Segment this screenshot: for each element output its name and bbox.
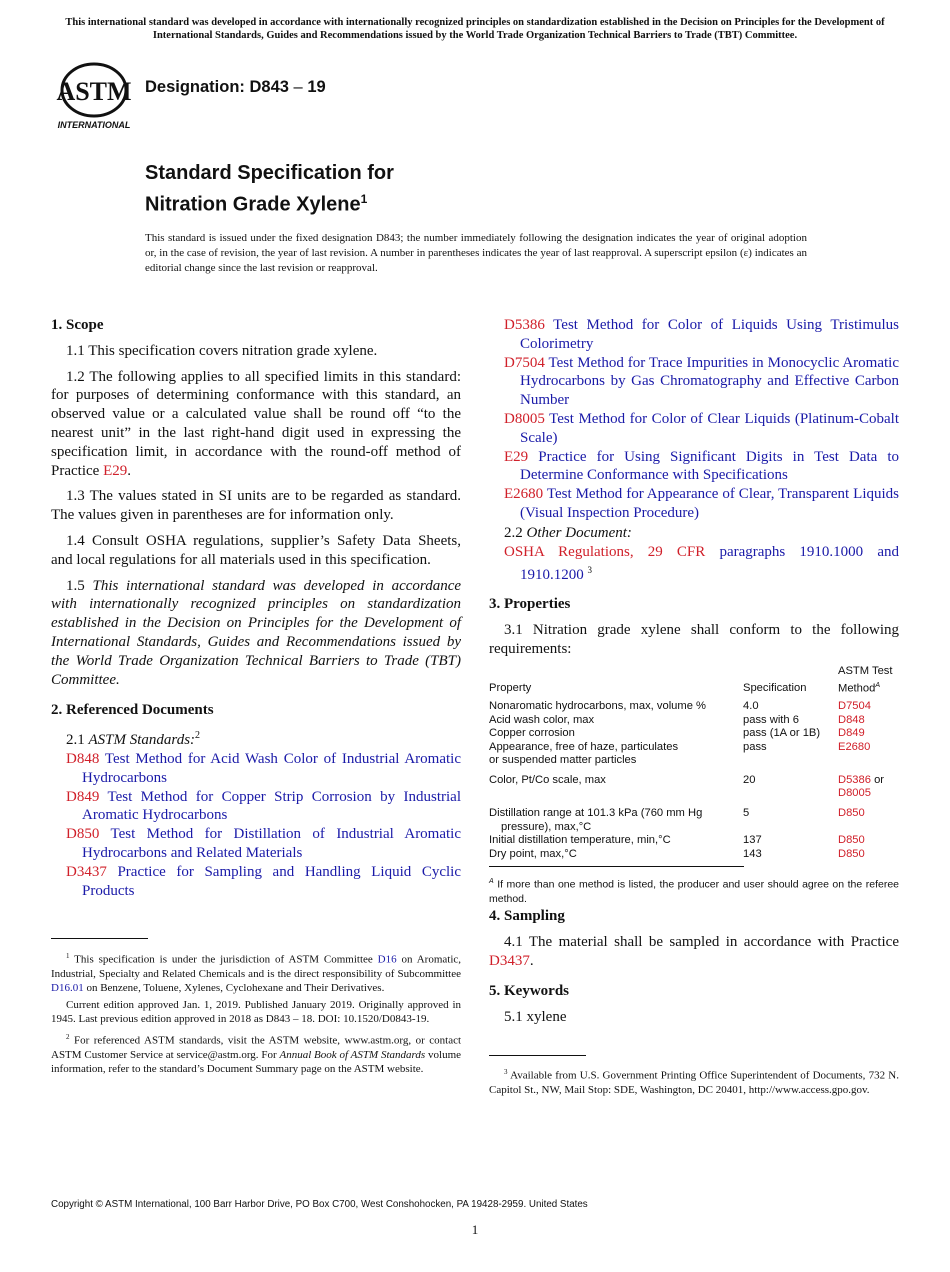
table-row: [489, 768, 899, 801]
ref-title[interactable]: Test Method for Acid Wash Color of Industrial Aromatic Hydrocarbons: [82, 750, 461, 786]
footnotes-left: [51, 949, 461, 1076]
ref-title[interactable]: Test Method for Trace Impurities in Monocyclic Aromatic Hydrocarbons by Gas Chromatography and Effective Carbon Number: [520, 354, 899, 409]
title-line-1: Standard Specification for: [145, 162, 394, 184]
section-heading-scope: 1. Scope: [51, 317, 104, 333]
astm-standards-list: [51, 750, 461, 900]
right-column-lower: [489, 907, 899, 1027]
footnote-rule-right: [489, 1055, 586, 1056]
ref-code[interactable]: D8005: [504, 410, 545, 427]
designation-label: Designation: D843: [145, 78, 289, 96]
method-cell: [838, 700, 899, 714]
title-line-2-text: Nitration Grade Xylene: [145, 193, 361, 216]
footnote-2-mark: 2: [66, 1032, 70, 1041]
page-number: 1: [471, 1222, 479, 1237]
property-cell: Copper corrosion: [489, 727, 575, 740]
ref-code[interactable]: D5386: [504, 317, 545, 333]
astm-logo: [52, 60, 136, 132]
footnote-3-mark: 3: [504, 1068, 508, 1076]
property-cell: Color, Pt/Co scale, max: [489, 773, 606, 786]
other-documents-list: [489, 543, 899, 586]
method-link[interactable]: D7504: [838, 699, 871, 712]
ref-item[interactable]: [504, 485, 899, 523]
paragraph-4-1-end: .: [529, 952, 534, 969]
spec-cell: pass (1A or 1B): [743, 727, 821, 740]
ref-code[interactable]: D849: [66, 788, 100, 805]
designation: [145, 78, 326, 97]
ref-item[interactable]: [66, 863, 461, 901]
ref-title[interactable]: Practice for Sampling and Handling Liquid Cyclic Products: [82, 863, 462, 899]
paragraph-2-1-num: 2.1: [66, 732, 85, 749]
ref-link-d3437[interactable]: D3437: [489, 952, 530, 969]
column-header-method-line-2: Method: [838, 682, 876, 695]
ref-item[interactable]: [504, 448, 899, 486]
table-row: [489, 834, 899, 848]
footnote-1-text-a: This specification is under the jurisdiction of ASTM Committee: [74, 953, 373, 966]
footnote-3-text: [489, 1065, 899, 1097]
footnote-2: [51, 1030, 461, 1076]
property-cell: Nonaromatic hydrocarbons, max, volume %: [489, 699, 707, 712]
committee-link[interactable]: D16: [377, 953, 397, 966]
title-line-2: [145, 186, 394, 218]
section-heading-properties: 3. Properties: [489, 596, 571, 613]
paragraph-2-2: [489, 524, 899, 543]
paragraph-3-1: 3.1 Nitration grade xylene shall conform to the following requirements:: [489, 621, 899, 657]
column-header-specification: Specification: [743, 682, 807, 695]
properties-table-wrapper: [489, 665, 899, 906]
table-row: [489, 801, 899, 834]
paragraph-1-1: 1.1 This specification covers nitration grade xylene.: [66, 342, 378, 359]
method-link[interactable]: D850: [838, 847, 865, 860]
ref-title[interactable]: Test Method for Color of Clear Liquids (Platinum-Cobalt Scale): [520, 410, 899, 446]
ref-title[interactable]: Test Method for Appearance of Clear, Transparent Liquids (Visual Inspection Procedure): [520, 486, 900, 521]
paragraph-1-2: [51, 368, 461, 481]
section-heading-referenced-documents: 2. Referenced Documents: [51, 702, 214, 719]
spec-cell: 143: [743, 847, 762, 860]
column-header-property: Property: [489, 682, 532, 695]
ref-code[interactable]: E29: [504, 448, 529, 465]
table-row: [489, 700, 899, 714]
method-link[interactable]: D850: [838, 807, 865, 820]
astm-standards-list-continued: [489, 316, 899, 523]
footnote-1-text-b: on Aromatic, Industrial, Specialty and Related Chemicals and is the direct responsibility of Subcommittee: [51, 953, 462, 980]
table-footnote-text: If more than one method is listed, the producer and user should agree on the referee method.: [489, 878, 900, 905]
ref-code[interactable]: D3437: [66, 863, 107, 880]
footnote-rule-left: [51, 938, 148, 939]
table-header-row: [489, 665, 899, 700]
paragraph-1-2-text: 1.2 The following applies to all specified limits in this standard: for purposes of determining conformance with this standard, an observed value or a calculated value shall be round off “to the nearest unit” in the last right-hand digit used in expressing the specification limit, in accordance with the round-off method of Practice: [51, 368, 461, 479]
footnote-1-text-c: on Benzene, Toluene, Xylenes, Cyclohexane and Their Derivatives.: [86, 982, 385, 995]
paragraph-2-2-text: Other Document:: [526, 524, 632, 541]
spec-cell: pass: [743, 740, 767, 753]
property-cell: Dry point, max,°C: [489, 847, 577, 860]
column-header-method: [838, 665, 899, 700]
spec-cell: 20: [743, 773, 756, 786]
ref-item[interactable]: [66, 750, 461, 788]
designation-year: 19: [307, 78, 326, 96]
method-cell: [838, 714, 899, 728]
footnote-3: [489, 1065, 899, 1097]
copyright-notice: Copyright © ASTM International, 100 Barr Harbor Drive, PO Box C700, West Conshohocken, PA 19428-2959. United States: [51, 1199, 588, 1210]
method-link[interactable]: E2680: [838, 740, 871, 753]
property-cell: [489, 801, 743, 834]
method-link[interactable]: D849: [838, 727, 865, 740]
spec-cell: pass with 6: [743, 713, 799, 726]
table-row: [489, 727, 899, 741]
osha-ref-link[interactable]: OSHA Regulations, 29 CFR: [504, 543, 706, 560]
footnote-2-text-a: For referenced ASTM standards, visit the ASTM website, www.astm.org, or contact ASTM Customer Service at service@astm.org. For: [51, 1034, 462, 1061]
ref-item[interactable]: [66, 788, 461, 826]
footnote-2-text-b: volume information, refer to the standard’s Document Summary page on the ASTM website.: [51, 1048, 462, 1075]
logo-text: ASTM: [56, 77, 132, 106]
ref-title[interactable]: Test Method for Distillation of Industrial Aromatic Hydrocarbons and Related Materials: [82, 826, 462, 861]
property-cell: [489, 741, 743, 768]
column-header-method-sup: A: [875, 681, 880, 689]
astm-logo-graphic: [52, 60, 136, 132]
ref-code[interactable]: D850: [66, 826, 100, 843]
paragraph-2-2-num: 2.2: [504, 524, 523, 541]
ref-item[interactable]: [504, 354, 899, 410]
ref-item[interactable]: [504, 410, 899, 448]
document-title: [145, 160, 394, 218]
section-heading-keywords: 5. Keywords: [489, 983, 569, 1000]
table-row: [489, 741, 899, 768]
footnote-1-edition: Current edition approved Jan. 1, 2019. Published January 2019. Originally approved in 1945. Last previous edition approved in 2018 as D843 – 18. DOI: 10.1520/D0843-19.: [51, 999, 461, 1026]
ref-link-e29[interactable]: E29: [103, 462, 128, 479]
ref-code[interactable]: D7504: [504, 354, 545, 371]
paragraph-1-3: 1.3 The values stated in SI units are to be regarded as standard. The values given in parentheses are for information only.: [51, 488, 461, 524]
ref-title[interactable]: Test Method for Copper Strip Corrosion by Industrial Aromatic Hydrocarbons: [82, 788, 462, 824]
paragraph-1-5-num: 1.5: [66, 577, 85, 594]
ref-code[interactable]: D848: [66, 750, 100, 767]
title-footnote-mark: 1: [360, 192, 368, 206]
spec-cell: 5: [743, 807, 750, 820]
footnote-2-italic: Annual Book of ASTM Standards: [279, 1048, 426, 1061]
table-footnote-mark: A: [489, 878, 494, 886]
method-cell: [838, 741, 899, 768]
paragraph-1-4: 1.4 Consult OSHA regulations, supplier’s Safety Data Sheets, and local regulations for all materials used in this specification.: [51, 532, 461, 568]
method-cell: [838, 848, 899, 862]
paragraph-4-1: [489, 933, 899, 971]
method-cell: [838, 768, 899, 801]
property-cell: Initial distillation temperature, min,°C: [489, 834, 671, 847]
method-cell: [838, 727, 899, 741]
tbt-notice: This international standard was developed in accordance with internationally recognized principles on standardization established in the Decision on Principles for the Development of International Standards, Guides and Recommendations issued by the World Trade Organization Technical Barriers to Trade (TBT) Committee.: [65, 17, 885, 41]
footnote-1: [51, 949, 461, 995]
method-link[interactable]: D850: [838, 834, 865, 847]
ref-item[interactable]: [504, 316, 899, 354]
table-row: [489, 714, 899, 728]
spec-cell: 137: [743, 834, 762, 847]
table-row: [489, 848, 899, 862]
method-cell: [838, 834, 899, 848]
properties-table: [489, 665, 899, 861]
paragraph-2-1-text: ASTM Standards:: [88, 732, 196, 749]
paragraph-1-5-text: This international standard was developed in accordance with internationally recognized principles on standardization established in the Decision on Principles for the Development of International Standards, Guides and Recommendations issued by the World Trade Organization Technical Barriers to Trade (TBT) Committee.: [51, 577, 462, 688]
subcommittee-link[interactable]: D16.01: [51, 982, 84, 995]
method-join: or: [870, 773, 885, 786]
paragraph-1-5: [51, 577, 461, 690]
left-column: [51, 316, 461, 900]
ref-title[interactable]: Test Method for Color of Liquids Using Tristimulus Colorimetry: [520, 317, 899, 352]
spec-cell: 4.0: [743, 699, 759, 712]
property-cell-line-2: or suspended matter particles: [489, 754, 637, 767]
property-cell: Acid wash color, max: [489, 713, 595, 726]
method-link[interactable]: D848: [838, 713, 865, 726]
paragraph-1-2-end: .: [127, 462, 131, 479]
ref-code[interactable]: E2680: [504, 486, 544, 503]
method-link[interactable]: D5386: [838, 773, 871, 786]
paragraph-4-1-text: 4.1 The material shall be sampled in accordance with Practice: [504, 933, 899, 950]
property-cell-line-2: pressure), max,°C: [501, 820, 592, 833]
property-cell-line-1: Appearance, free of haze, particulates: [489, 740, 679, 753]
column-header-method-line-1: ASTM Test: [838, 665, 893, 677]
designation-dash: –: [293, 78, 303, 96]
ref-item[interactable]: [66, 825, 461, 863]
paragraph-2-1: [51, 727, 461, 750]
right-column: [489, 316, 899, 659]
issuance-statement: This standard is issued under the fixed designation D843; the number immediately following the designation indicates the year of original adoption or, in the case of revision, the year of last revision. A number in parentheses indicates the year of last reapproval. A superscript epsilon (ε) indicates an editorial change since the last revision or reapproval.: [145, 232, 807, 274]
section-heading-sampling: 4. Sampling: [489, 908, 565, 924]
method-cell: [838, 801, 899, 834]
logo-subtext: INTERNATIONAL: [57, 120, 131, 130]
osha-footnote-mark: 3: [587, 565, 592, 576]
property-cell-line-1: Distillation range at 101.3 kPa (760 mm Hg: [489, 807, 703, 820]
osha-ref-item[interactable]: [504, 543, 899, 586]
table-rule: [489, 866, 744, 867]
ref-title[interactable]: Practice for Using Significant Digits in Test Data to Determine Conformance with Specifications: [520, 448, 899, 484]
osha-ref-title[interactable]: paragraphs 1910.1000 and 1910.1200: [520, 543, 899, 584]
footnote-1-mark: 1: [66, 952, 70, 960]
footnote-3-body: Available from U.S. Government Printing Office Superintendent of Documents, 732 N. Capitol St., NW, Mail Stop: SDE, Washington, DC 20401, http://www.access.gpo.gov.: [489, 1069, 899, 1096]
paragraph-2-1-sup: 2: [195, 730, 201, 742]
method-link[interactable]: D8005: [838, 787, 871, 800]
paragraph-5-1: 5.1 xylene: [504, 1009, 567, 1026]
table-footnote: [489, 875, 899, 906]
